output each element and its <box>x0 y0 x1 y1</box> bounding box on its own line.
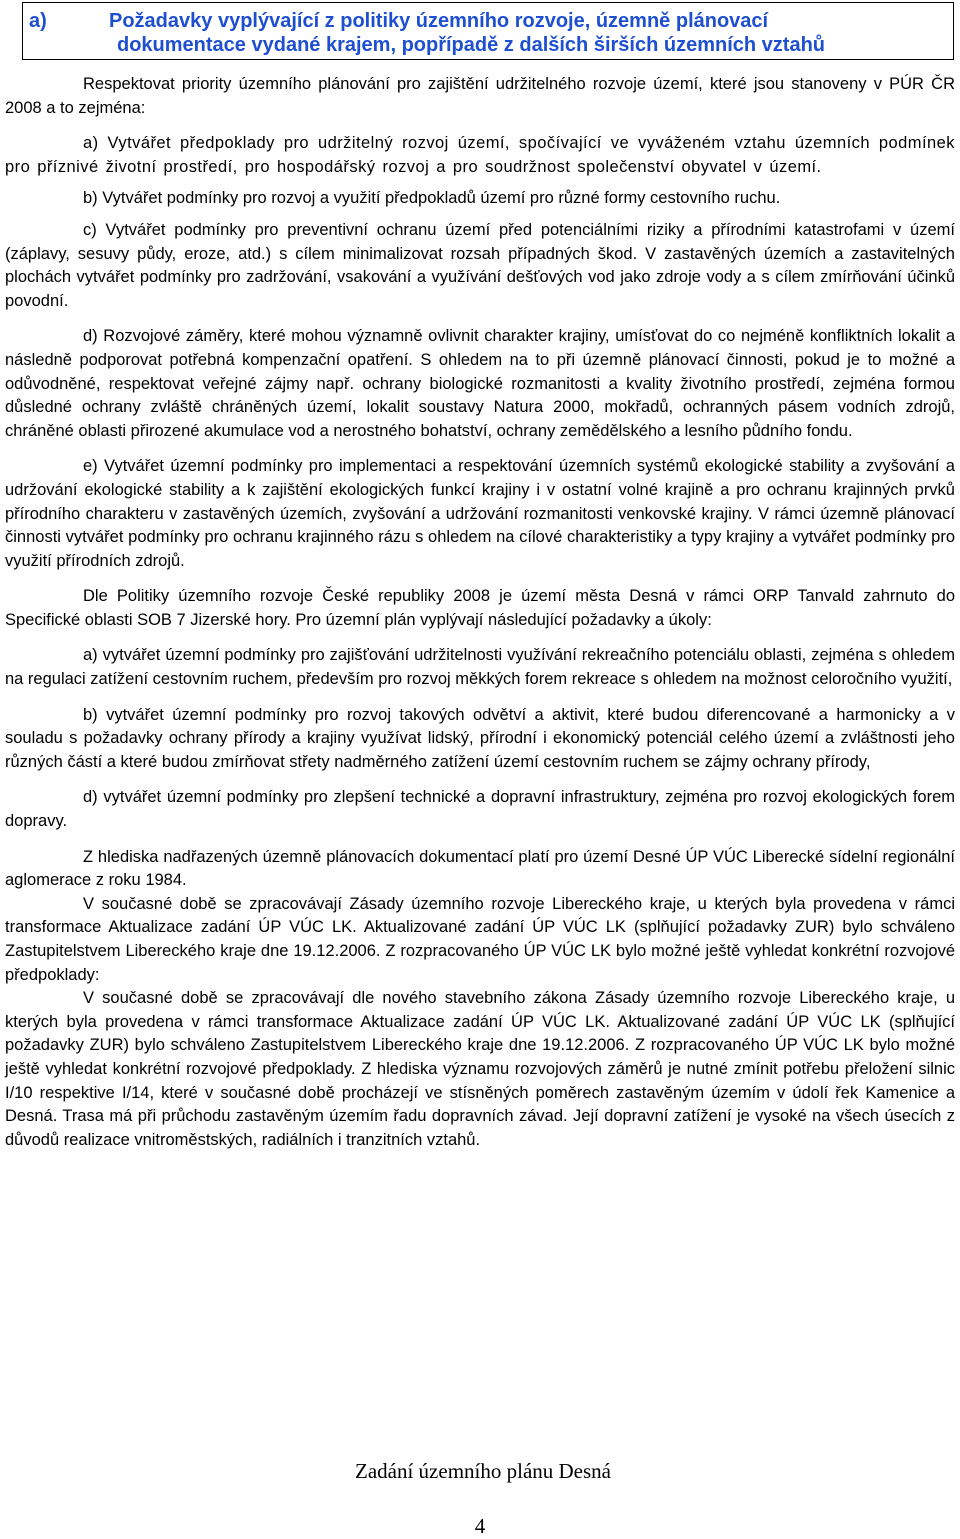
paragraph-vuc-1984: Z hlediska nadřazených územně plánovacích dokumentací platí pro území Desné ÚP VÚC Liberecké sídelní regionální aglomerace z roku 1984. <box>5 847 955 890</box>
paragraph-zur-new-law: V současné době se zpracovávají dle nového stavebního zákona Zásady územního rozvoje Libereckého kraje, u kterých byla provedena v rámci transformace Aktualizace zadání ÚP VÚC LK. Aktualizované zadání ÚP VÚC LK (splňující požadavky ZUR) bylo schváleno Zastupitelstvem Libereckého kraje dne 19.12.2006. Z rozpracovaného ÚP VÚC LK bylo možné ještě vyhledat konkrétní rozvojové předpoklady. Z hlediska významu rozvojových záměrů je nutné zmínit potřebu přeložení silnic I/10 respektive I/14, které v současné době procházejí ve stísněných poměrech zastavěným územím v údolí řek Kamenice a Desná. Trasa má při průchodu zastavěným územím řadu dopravních závad. Její dopravní zatížení je vysoké na všech úsecích z důvodů realizace vnitroměstských, radiálních i tranzitních vztahů. <box>5 989 955 1149</box>
section-heading-box <box>22 2 954 60</box>
heading-letter: a) <box>29 10 47 32</box>
paragraph-item-e: e) Vytvářet územní podmínky pro implementaci a respektování územních systémů ekologické stability a zvyšování a udržování ekologické stability a k zajištění ekologických funkcí krajiny i v ostatní volné krajině a pro ochranu krajinných prvků přírodního charakteru v zastavěných územích, zvyšování a udržování rozmanitosti venkovské krajiny. V rámci územně plánovací činnosti vytvářet podmínky pro ochranu krajinného rázu s ohledem na cílové charakteristiky a typy krajiny a vytvářet podmínky pro využití přírodních zdrojů. <box>5 457 955 570</box>
document-body <box>5 73 955 1152</box>
paragraph-zur-update: V současné době se zpracovávají Zásady územního rozvoje Libereckého kraje, u kterých byla provedena v rámci transformace Aktualizace zadání ÚP VÚC LK. Aktualizované zadání ÚP VÚC LK (splňující požadavky ZUR) bylo schváleno Zastupitelstvem Libereckého kraje dne 19.12.2006. Z rozpracovaného ÚP VÚC LK bylo možné ještě vyhledat konkrétní rozvojové předpoklady: <box>5 894 955 984</box>
paragraph-pur-requirements: Dle Politiky územního rozvoje České republiky 2008 je území města Desná v rámci ORP Tanvald zahrnuto do Specifické oblasti SOB 7 Jizerské hory. Pro územní plán vyplývají následující požadavky a úkoly: <box>5 587 955 629</box>
paragraph-task-d: d) vytvářet územní podmínky pro zlepšení technické a dopravní infrastruktury, zejména pro rozvoj ekologických forem dopravy. <box>5 788 955 831</box>
heading-line-2: dokumentace vydané krajem, popřípadě z dalších širších územních vztahů <box>117 34 825 56</box>
paragraph-task-b: b) vytvářet územní podmínky pro rozvoj takových odvětví a aktivit, které budou diferencované a harmonicky a v souladu s požadavky ochrany přírody a krajiny využívat lidský, přírodní i ekonomický potenciál celého území a zvláštnosti jeho různých částí a které budou zmírňovat střety nadměrného zatížení území cestovním ruchem se zájmy ochrany přírody, <box>5 705 955 771</box>
paragraph-priorities-intro: Respektovat priority územního plánování pro zajištění udržitelného rozvoje území, které jsou stanoveny v PÚR ČR 2008 a to zejména: <box>5 75 955 117</box>
paragraph-item-c: c) Vytvářet podmínky pro preventivní ochranu území před potenciálními riziky a přírodními katastrofami v území (záplavy, sesuvy půdy, eroze, atd.) s cílem minimalizovat rozsah případných škod. V zastavěných územích a zastavitelných plochách vytvářet podmínky pro zadržování, vsakování a využívání dešťových vod jako zdroje vody a s cílem zmírňování účinků povodní. <box>5 220 955 310</box>
paragraph-item-d: d) Rozvojové záměry, které mohou významně ovlivnit charakter krajiny, umísťovat do co nejméně konfliktních lokalit a následně podporovat potřebná kompenzační opatření. S ohledem na to při územně plánovací činnosti, pokud je to možné a odůvodněné, respektovat veřejné zájmy např. ochrany biologické rozmanitosti a kvality životního prostředí, zejména formou důsledné ochrany zvláště chráněných území, lokalit soustavy Natura 2000, mokřadů, ochranných pásem vodních zdrojů, chráněné oblasti přirozené akumulace vod a nerostného bohatství, ochrany zemědělského a lesního půdního fondu. <box>5 327 955 440</box>
footer-document-title: Zadání územního plánu Desná <box>355 1459 611 1483</box>
heading-line-1: Požadavky vyplývající z politiky územního rozvoje, územně plánovací <box>109 10 769 32</box>
paragraph-item-b: b) Vytvářet podmínky pro rozvoj a využití předpokladů území pro různé formy cestovního ruchu. <box>83 189 781 208</box>
paragraph-item-a: a) Vytvářet předpoklady pro udržitelný rozvoj území, spočívající ve vyváženém vztahu územních podmínek pro příznivé životní prostředí, pro hospodářský rozvoj a pro soudržnost společenství obyvatel v území. <box>5 134 955 176</box>
page-number: 4 <box>474 1514 486 1538</box>
paragraph-task-a: a) vytvářet územní podmínky pro zajišťování udržitelnosti využívání rekreačního potenciálu oblasti, zejména s ohledem na regulaci zatížení cestovním ruchem, především pro rozvoj měkkých forem rekreace s ohledem na možnost celoročního využití, <box>5 646 955 689</box>
